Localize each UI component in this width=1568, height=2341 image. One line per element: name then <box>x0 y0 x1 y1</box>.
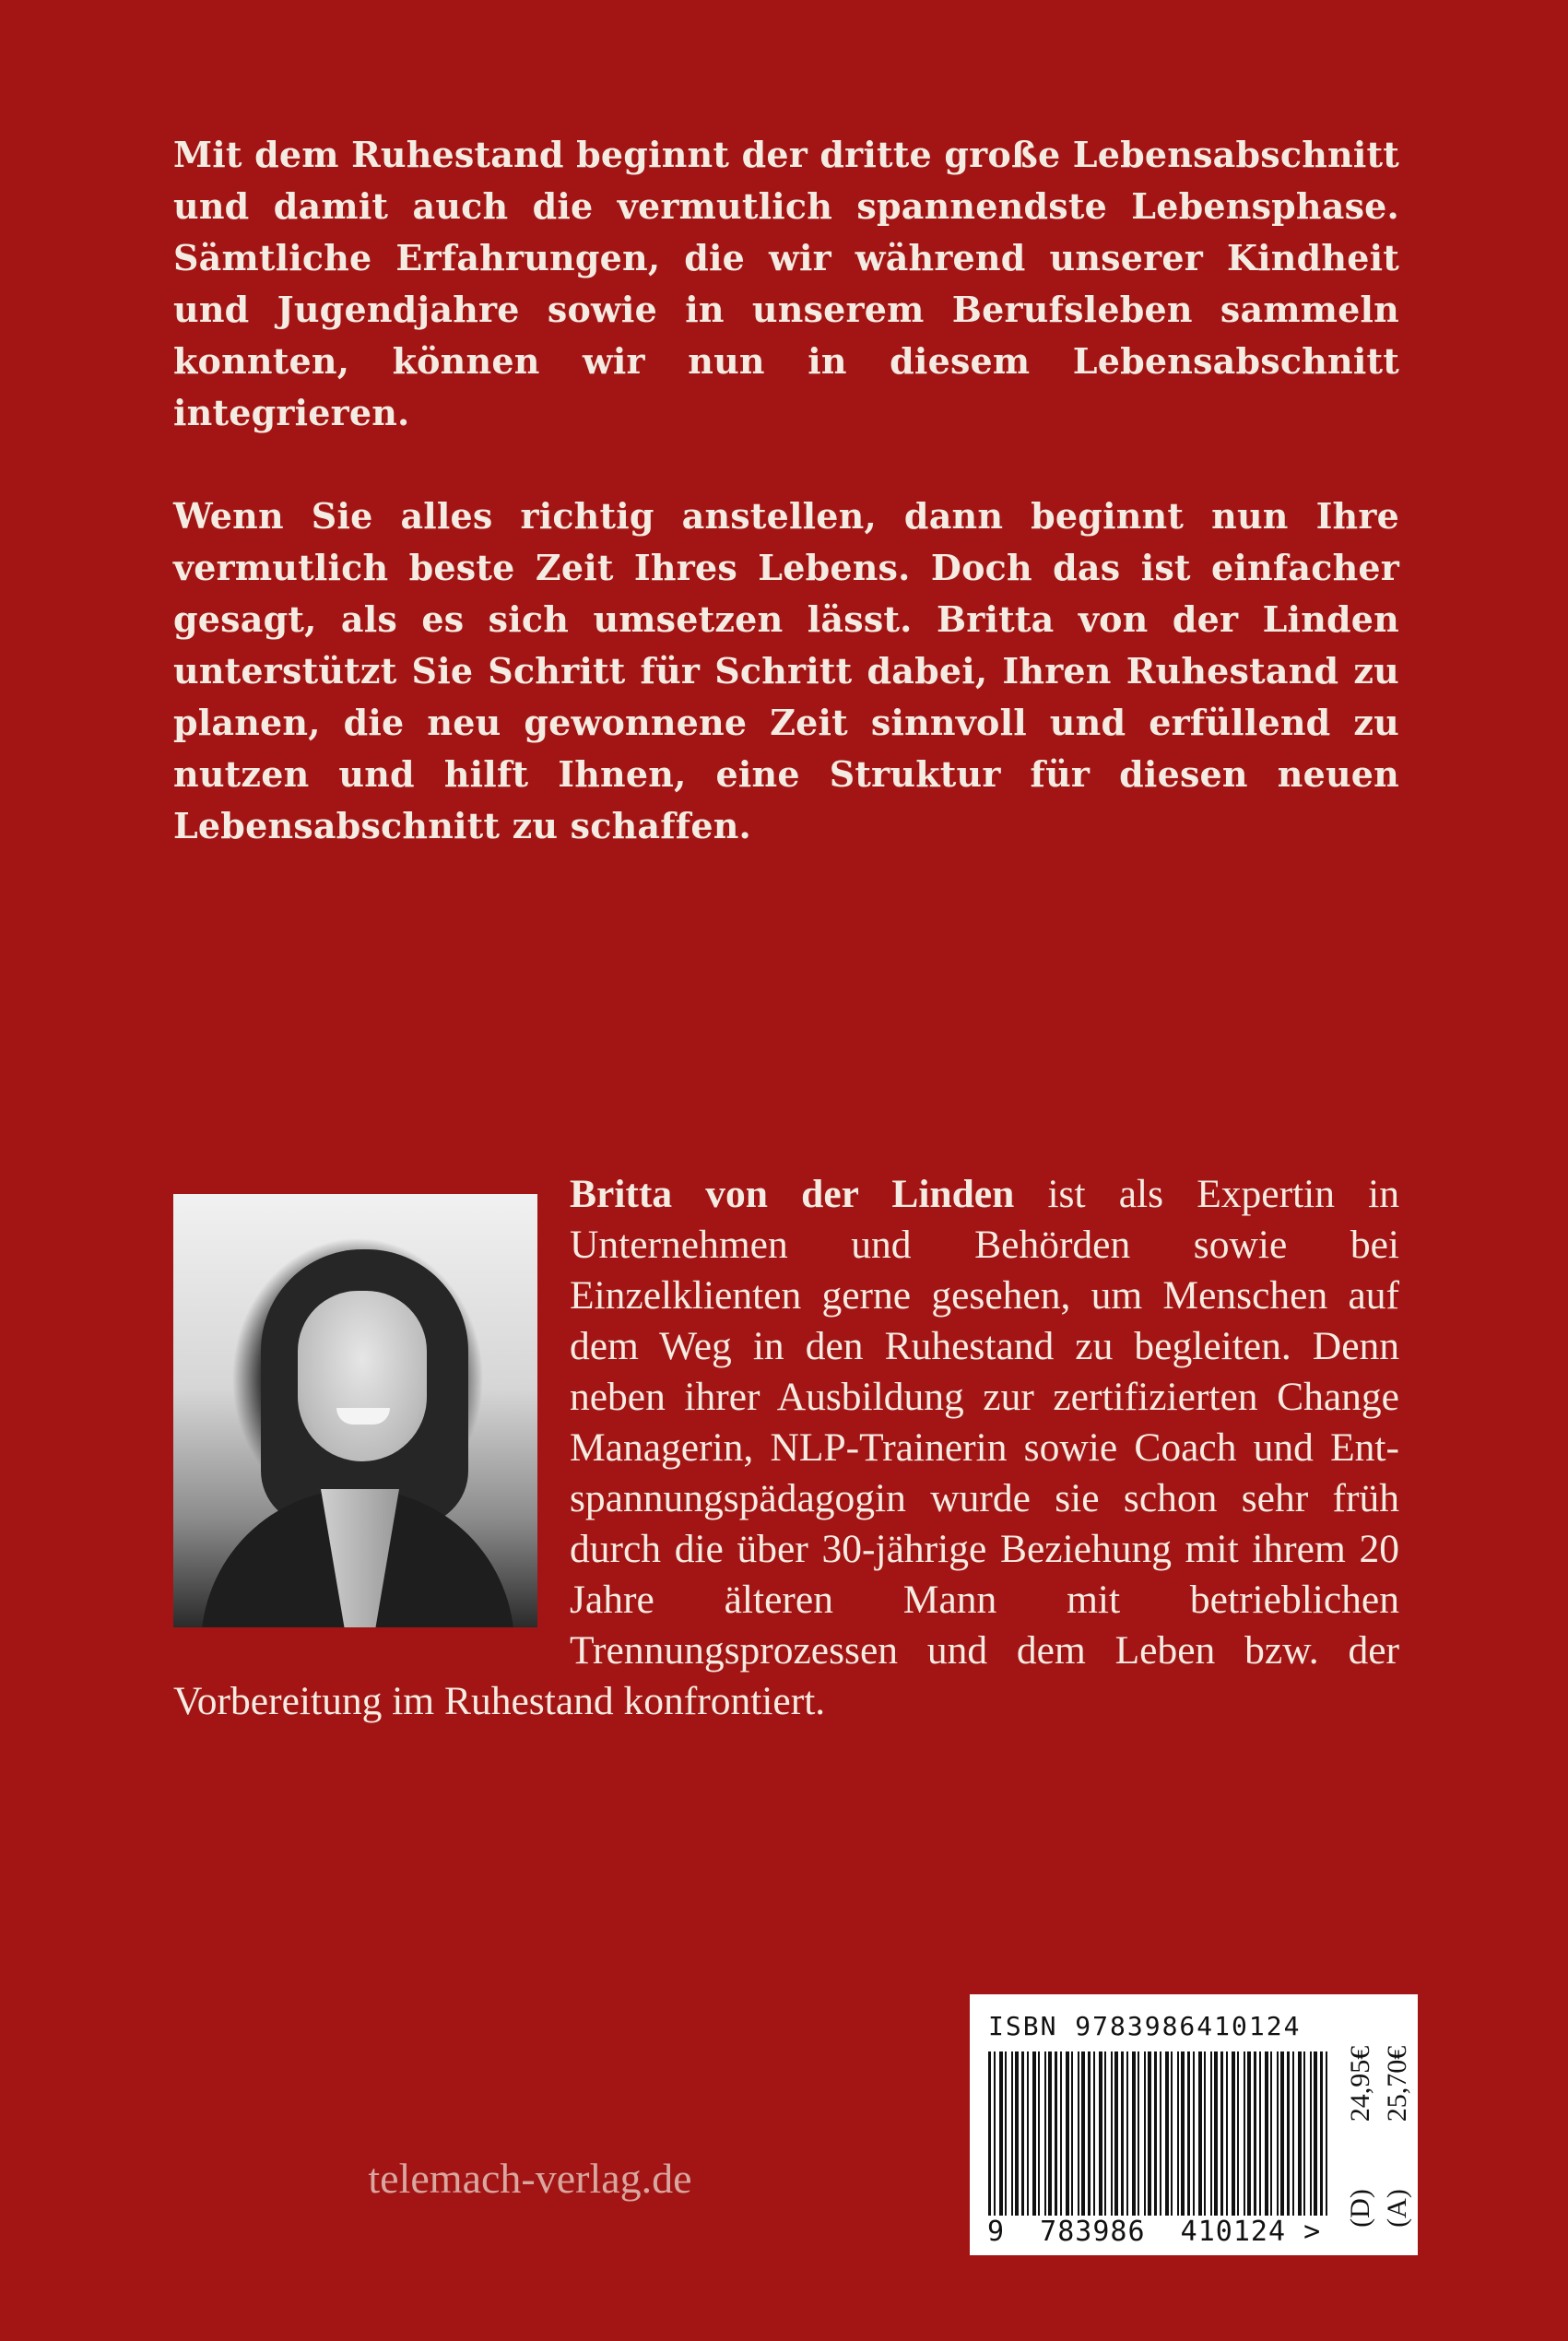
author-bio-text: ist als Expertin in Unternehmen und Behörden sowie bei Einzelklienten gerne gesehen, um Menschen auf dem Weg in den Ruhestand zu begleiten. Denn neben ihrer Ausbildung zur zertifizierten Change Managerin, NLP-Trainerin sowie Coach und Entspannungspädagogin wurde sie schon sehr früh durch die über 30-jährige Beziehung mit ihrem 20 Jahre älteren Mann mit betrieblichen Trennungsprozessen und dem Leben bzw. der Vorbereitung im Ruhestand konfrontiert. <box>173 1172 1399 1723</box>
publisher-url: telemach-verlag.de <box>368 2155 692 2202</box>
blurb-paragraph-1: Mit dem Ruhestand beginnt der dritte große Lebensabschnitt und damit auch die vermutlich spannendste Lebensphase. Sämtliche Erfahrungen, die wir während unserer Kindheit und Jugendjahre sowie in unserem Berufsleben sammeln konnten, können wir nun in diesem Lebensabschnitt integrieren. <box>173 134 1399 433</box>
barcode-digits: 9 783986 410124 > <box>984 2216 1324 2248</box>
author-name: Britta von der Linden <box>570 1172 1015 1216</box>
author-bio <box>173 1169 1399 1727</box>
isbn-label: ISBN 9783986410124 <box>988 2011 1302 2041</box>
price-austria-amount: 25,70€ <box>1382 2045 1412 2122</box>
price-germany <box>1344 1994 1377 2255</box>
price-austria-country: (A) <box>1382 2189 1412 2228</box>
price-germany-amount: 24,95€ <box>1345 2045 1375 2122</box>
isbn-barcode-box <box>970 1994 1418 2255</box>
blurb-paragraph-2: Wenn Sie alles richtig anstellen, dann beginnt nun Ihre vermutlich beste Zeit Ihres Lebens. Doch das ist einfacher gesagt, als es sich umsetzen lässt. Britta von der Linden unterstützt Sie Schritt für Schritt dabei, Ihren Ruhestand zu planen, die neu gewonnene Zeit sinnvoll und erfüllend zu nutzen und hilft Ihnen, eine Struktur für diesen neuen Lebensabschnitt zu schaffen. <box>173 495 1399 846</box>
author-photo <box>173 1194 537 1627</box>
price-austria <box>1381 1994 1414 2255</box>
blurb-text <box>173 129 1399 904</box>
price-germany-country: (D) <box>1345 2189 1375 2228</box>
